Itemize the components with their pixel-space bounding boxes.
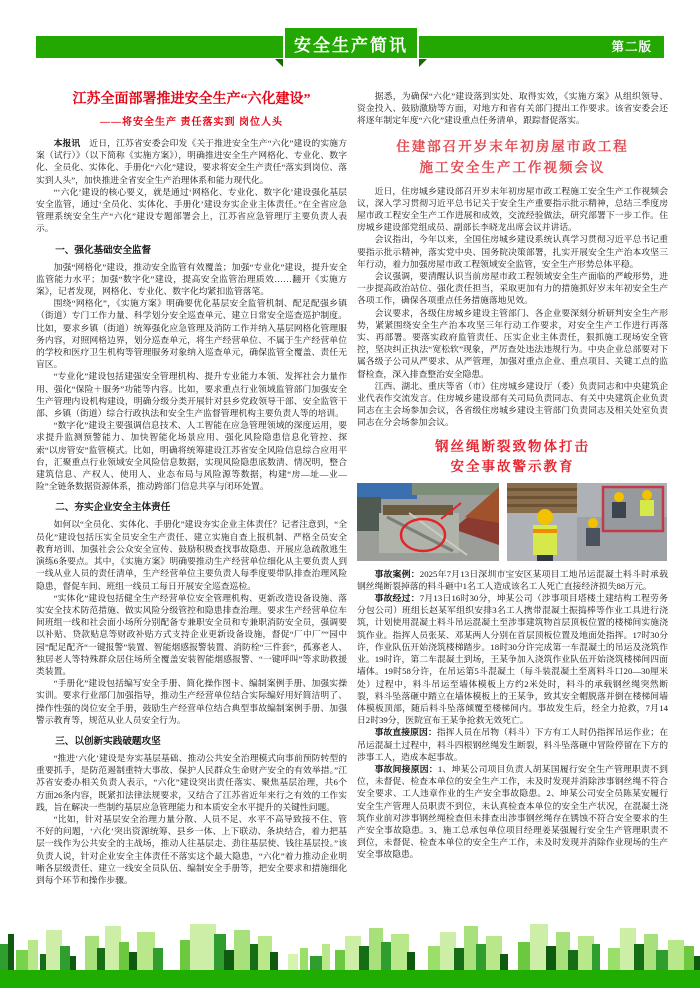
ribbon-fold-right bbox=[419, 59, 427, 67]
paragraph: “推进‘六化’建设是夯实基层基础、推动公共安全治理模式向事前预防转型的重要抓手，是防范遏制重特大事故、保护人民群众生命财产安全的有效举措。”江苏省安委办相关负责人表示，“六化”建设突出责任落实、聚焦基层治理，共6个方面26条内容，既紧扣法律法规要求，又结合了江苏省近年来行之有效的工作实践，旨在解决一些制约基层应急管理能力和本质安全水平提升的关键性问题。 bbox=[36, 752, 347, 812]
indirect-cause-label: 事故间接原因： bbox=[374, 763, 438, 774]
paragraph: 近日，住房城乡建设部召开岁末年初房屋市政工程施工安全生产工作视频会议，深入学习贯彻习近平总书记关于安全生产重要指示批示精神，总结三季度房屋市政工程安全生产工作进展和成效，交流经验做法，研究部署下一步工作。住房城乡建设部党组成员、副部长李晓龙出席会议并讲话。 bbox=[357, 185, 668, 233]
direct-cause-label: 事故直接原因： bbox=[374, 727, 437, 738]
section-heading-2: 二、夯实企业安全主体责任 bbox=[55, 502, 171, 514]
paragraph bbox=[357, 763, 668, 861]
paragraph-text: 近日，江苏省安委会印发《关于推进安全生产“六化”建设的实施方案（试行）》（以下简称《实施方案》），明确推进安全生产网格化、专业化、数字化、全员化、实体化、手册化“六化”建设，要求将安全生产责任“落实到岗位、落实到人头”，加快推进全省安全生产治理体系和能力现代化。 bbox=[36, 138, 347, 185]
process-label: 事故经过： bbox=[374, 593, 420, 604]
workers-inspection-photo bbox=[507, 483, 667, 561]
footer-cityscape bbox=[0, 920, 700, 990]
paragraph bbox=[357, 726, 668, 763]
paragraph: 会议要求，各级住房城乡建设主管部门、各企业要深刻分析研判安全生产形势，紧紧围绕安全生产治本攻坚三年行动工作要求，对安全生产工作进行再落实、再部署。要落实政府监管责任、压实企业主体责任，狠抓施工现场安全管控，坚决纠正执法“宽松软”现象，严厉查处违法违规行为。中央企业总部要对下属各级子公司从严要求、从严管理，加强对重点企业、重点项目、关键工点的监督检查，深入排查整治安全隐患。 bbox=[357, 307, 668, 379]
paragraph-text: 2025年7月13日深圳市宝安区某项目工地吊运混凝土料斗时承载钢丝绳断裂掉落的料斗砸中1名工人造成该名工人死亡直接经济损失88万元。 bbox=[357, 568, 668, 591]
article3-title-line1: 钢丝绳断裂致物体打击 bbox=[435, 438, 590, 454]
paragraph: 如何以“全员化、实体化、手册化”建设夯实企业主体责任？记者注意到，“全员化”建设包括压实全员安全生产责任、建立实施自查上报机制、严格全员安全教育培训、加强社会公众安全宣传、鼓励积极查找事故隐患、开展应急疏散逃生演练6条要点。其中，《实施方案》明确要推动生产经营单位细化从主要负责人到一线从业人员的责任清单，生产经营单位主要负责人每季度要带队排查治理风险隐患，督促车间、班组一线员工每日开展安全巡查巡检。 bbox=[36, 519, 347, 591]
article2-title-line1: 住建部召开岁末年初房屋市政工程 bbox=[396, 138, 629, 154]
paragraph: 江西、湖北、重庆等省（市）住房城乡建设厅（委）负责同志和中央建筑企业代表作交流发言。住房城乡建设部有关司局负责同志、有关中央建筑企业负责同志在主会场参加会议，各省级住房城乡建设主管部门负责同志及相关处室负责同志在分会场参加会议。 bbox=[357, 380, 668, 428]
article3-title bbox=[357, 437, 668, 477]
newsletter-title: 安全生产简讯 bbox=[294, 35, 408, 55]
edition-label: 第二版 bbox=[611, 40, 652, 54]
section-heading-1: 一、强化基础安全监督 bbox=[55, 244, 152, 256]
article1-subtitle: ——将安全生产 责任落实到 岗位人头 bbox=[100, 117, 283, 128]
paragraph bbox=[357, 592, 668, 726]
paragraph: 据悉，为确保“六化”建设落到实处、取得实效，《实施方案》从组织领导、资金投入、鼓励激励等方面，对地方和省有关部门提出工作要求。该省安委会还将逐年制定年度“六化”建设重点任务清单，跟踪督促落实。 bbox=[357, 91, 668, 126]
paragraph: “比如，针对基层安全治理力量分散、人员不足、水平不高导致接不住、管不好的问题，‘六化’突出资源统筹、县乡一体、上下联动、条块结合，着力把基层一线作为公共安全的主战场，推动人往基层走、劲往基层使、钱往基层投。”该负责人说，针对企业安全主体责任不落实这个最大隐患，“六化”着力推动企业明晰各层级责任、建立一线安全员队伍、编制安全手册等，把安全要求和措施细化到每个环节和操作步骤。 bbox=[36, 813, 347, 885]
article2-title-line2: 施工安全生产工作视频会议 bbox=[419, 159, 606, 175]
right-column bbox=[357, 90, 668, 918]
article2-title bbox=[357, 136, 668, 178]
paragraph: “数字化”建设主要强调信息技术、人工智能在应急管理领域的深度运用，要求提升监测预警能力、加快智能化场景应用、强化风险隐患信息化管控、探索“以房管安”监管模式。比如，明确将统筹建设江苏省安全风险信息综合应用平台，汇聚重点行业领域安全风险信息数据，实现风险隐患底数清、情况明，整合建筑信息、产权人、使用人、业态布局与风险源等数据，构建“房—址—业—险”全链条数据资源体系，推动跨部门信息共享与闭环处置。 bbox=[36, 420, 347, 492]
paragraph-text: 1、坤某公司项目负责人胡某国履行安全生产管理职责不到位，未督促、检查本单位的安全生产工作，未及时发现并消除涉事钢丝绳不符合安全要求、工人违章作业的生产安全事故隐患。2、坤某公司安全员陈某安履行安全生产管理人员职责不到位，未认真检查本单位的安全生产状况，在混凝土浇筑作业前对涉事钢丝绳检查但未排查出涉事钢丝绳存在锈蚀不符合安全要求的生产安全事故隐患。3、施工总承包单位项目经理姜某强履行安全生产管理职责不到位，未督促、检查本单位的安全生产工作，未及时发现并消除作业现场的生产安全事故隐患。 bbox=[357, 763, 668, 860]
photo-row bbox=[357, 483, 668, 561]
lead-label: 本报讯 bbox=[53, 138, 90, 148]
article3-title-line2: 安全事故警示教育 bbox=[450, 458, 575, 474]
footer-green-bar bbox=[0, 970, 700, 988]
paragraph: 加强“网格化”建设，推动安全监管有效覆盖；加强“专业化”建设，提升安全监管能力水平；加强“数字化”建设，提高安全监管治理质效……翻开《实施方案》，记者发现，网格化、专业化、数字化均紧扣监管落笔。 bbox=[36, 261, 347, 297]
paragraph: 围绕“网格化”，《实施方案》明确要优化基层安全监管机制、配足配强乡镇（街道）专门工作力量、科学划分安全巡查单元、建立日常安全巡查巡护制度。比如，要求乡镇（街道）统筹强化应急管理及消防工作并纳入基层网格化管理服务内容，对照网格边界，划分巡查单元，将生产经营单位、不属于生产经营单位的学校和医疗卫生机构等管理服务对象纳入巡查单元，确保监管全覆盖、责任无盲区。 bbox=[36, 298, 347, 370]
article1-title: 江苏全面部署推进安全生产“六化建设” bbox=[72, 92, 311, 107]
paragraph: “‘六化’建设的核心要义，就是通过‘网格化、专业化、数字化’建设强化基层安全监管，通过‘全员化、实体化、手册化’建设夯实企业主体责任。”在全省应急管理系统安全生产“六化”建设专题部署会上，江苏省应急管理厅主要负责人表示。 bbox=[36, 186, 347, 234]
city-skyline-graphic bbox=[0, 920, 700, 990]
paragraph bbox=[36, 137, 347, 186]
paragraph bbox=[357, 568, 668, 592]
paragraph: 会议强调，要清醒认识当前房屋市政工程领域安全生产面临的严峻形势，进一步提高政治站位、强化责任担当，采取更加有力的措施抓好岁末年初安全生产各项工作，确保各项重点任务措施落地见效。 bbox=[357, 271, 668, 306]
paragraph: “实体化”建设包括健全生产经营单位安全管理机构、更新改造设备设施、落实安全技术防范措施、做实风险分级管控和隐患排查治理。要求生产经营单位车间班组一线和社会面小场所分别配备专兼职安全员和专兼职消防安全员，强调要以补贴、贷款贴息等财政补贴方式支持企业更新设备设施，督促“厂中厂”“园中园”配足配齐“一键报警”装置、智能烟感报警装置、消防栓“三件套”，孤寡老人、独居老人等特殊群众居住场所全覆盖安装智能烟感报警、“一键呼叫”等求助救援类装置。 bbox=[36, 592, 347, 676]
paragraph-text: 7月13日16时30分，坤某公司（涉事项目塔楼土建结构工程劳务分包公司）班组长赵某军组织安排3名工人携带混凝土振捣棒等作业工具进行浇筑，计划使用混凝土料斗吊运混凝土至涉事建筑物首层顶板位置的楼梯间实施浇筑作业。指挥人员张某、邓某两人分别在首层顶板位置及地面处指挥。17时30分许，作业队伍开始浇筑楼梯踏步。18时30分许完成第一车混凝土的吊运及浇筑作业。19时许，第二车混凝土到场，王某争加入浇筑作业队伍开始浇筑楼梯间四面墙体。19时58分许，在吊运第5斗混凝土（每斗装混凝土至离料斗口20—30厘米处）过程中，料斗吊运至墙体模板上方约2米处时，料斗的承载钢丝绳突然断裂，料斗坠落砸中踏立在墙体模板上的王某争，致其安全帽脱落并倒在楼梯间墙体模板顶部，随后料斗坠落倾覆至楼梯间内。事故发生后，经全力抢救，7月14日2时39分，医院宣布王某争抢救无效死亡。 bbox=[357, 593, 668, 726]
paragraph-text: 指挥人员在吊物（料斗）下方有工人时仍指挥吊运作业；在吊运混凝土过程中，料斗四根钢丝绳发生断裂，料斗坠落砸中冒险停留在下方的涉事工人，造成本起事故。 bbox=[357, 727, 668, 762]
section-heading-3: 三、以创新实践破题攻坚 bbox=[55, 735, 161, 747]
left-column bbox=[36, 90, 347, 918]
paragraph: “专业化”建设包括建强安全管理机构、提升专业能力本领、发挥社会力量作用、强化“保险＋服务”功能等内容。比如，要求重点行业领域监管部门加强安全生产管理内设机构建设，明确分级分类开展针对县乡党政领导干部、安全监管干部、乡镇（街道）综合行政执法和安全生产监督管理机构主要负责人等的培训。 bbox=[36, 371, 347, 419]
paragraph: “手册化”建设包括编写安全手册、简化操作图卡、编制案例手册、加强实操实训。要求行业部门加强指导，推动生产经营单位结合实际编好用好简洁明了、操作性强的岗位安全手册，鼓励生产经营单位结合典型事故编制案例手册、加强警示教育等，规范从业人员安全行为。 bbox=[36, 678, 347, 725]
paragraph: 会议指出，今年以来，全国住房城乡建设系统认真学习贯彻习近平总书记重要指示批示精神，落实党中央、国务院决策部署，扎实开展安全生产治本攻坚三年行动，着力加强房屋市政工程领域安全监管，安全生产形势总体平稳。 bbox=[357, 234, 668, 269]
excavation-site-photo bbox=[357, 483, 499, 561]
header-ribbon bbox=[283, 26, 419, 60]
ribbon-fold-left bbox=[275, 59, 283, 67]
case-label: 事故案例： bbox=[374, 568, 420, 579]
